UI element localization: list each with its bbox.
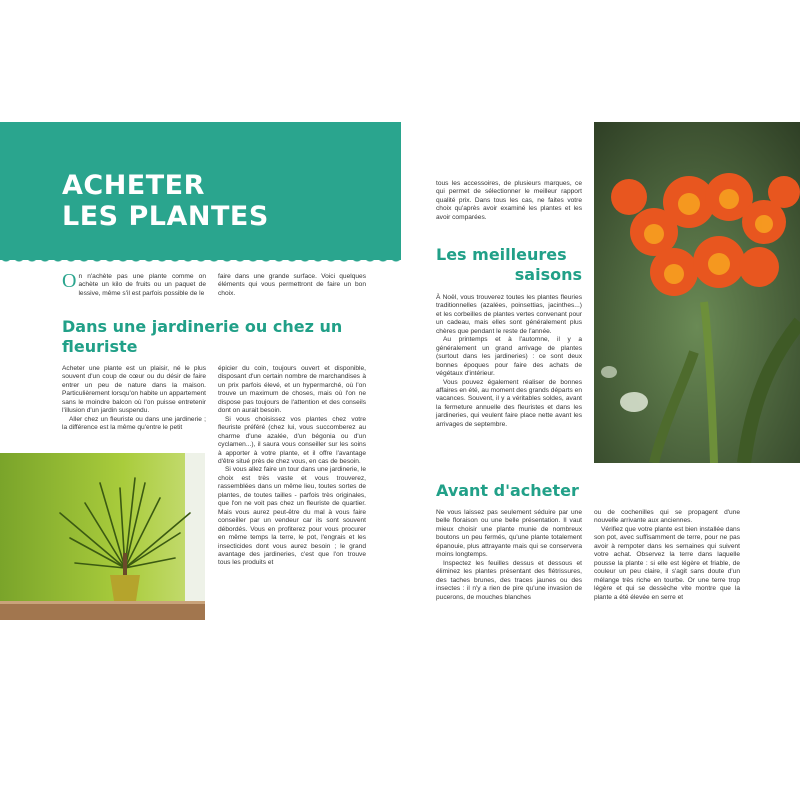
- section-heading-jardinerie: Dans une jardinerie ou chez un fleuriste: [62, 317, 343, 356]
- section1-column-2: [218, 365, 366, 568]
- paragraph: Acheter une plante est un plaisir, né le plus souvent d'un coup de cœur ou du désir de faire entrer un peu de nature dans la maison. Particulièrement lorsqu'on habite un appartement sans le moindre balcon où l'on puisse entretenir l'illusion d'un jardin suspendu.: [62, 365, 206, 415]
- section-heading-saisons: [436, 245, 582, 285]
- flower-photo: [594, 122, 800, 463]
- section2-column: [436, 294, 582, 429]
- paragraph: Au printemps et à l'automne, il y a généralement un grand arrivage de plantes (surtout dans les jardineries) : ce sont deux bonnes époques pour faire des achats de végétaux d'intérieur.: [436, 336, 582, 378]
- drop-cap: O: [62, 270, 77, 292]
- intro-column-1: [62, 270, 206, 298]
- paragraph: Aller chez un fleuriste ou dans une jardinerie ; la différence est la même qu'entre le petit: [62, 415, 206, 432]
- paragraph: Si vous choisissez vos plantes chez votre fleuriste préféré (chez lui, vous succomberez au charme d'une azalée, d'un bégonia ou d'un cyclamen...), il saura vous conseiller sur les soins à apporter à votre plante, et il offre l'avantage d'être situé près de chez vous, en cas de besoin.: [218, 415, 366, 465]
- page-title: [62, 170, 269, 232]
- intro-continued: faire dans une grande surface. Voici quelques éléments qui vous permettront de faire un bon choix.: [218, 273, 366, 297]
- paragraph: À Noël, vous trouverez toutes les plantes fleuries traditionnelles (azalées, poinsettias, jacinthes...) et les corbeilles de plantes vertes convenant pour un cadeau, mais elles sont généralement plus chères que pendant le reste de l'année.: [436, 294, 582, 335]
- title-line-2: LES PLANTES: [62, 201, 269, 232]
- paragraph: Si vous allez faire un tour dans une jardinerie, le choix est très vaste et vous trouverez, rassemblées dans un même lieu, toutes sortes de plantes, de toutes tailles - parfois très originales, que l'on ne voit pas chez un fleuriste de quartier. Mais vous aurez peut-être du mal à vous faire conseiller par un vendeur car ils sont souvent débordés. Vous en profiterez pour vous procurer en même temps la terre, le pot, l'engrais et les insecticides dont vous aurez besoin ; le grand avantage des jardineries, c'est que l'on trouve tous les produits et: [218, 466, 366, 567]
- heading-line-2: saisons: [514, 265, 582, 284]
- paragraph: Inspectez les feuilles dessus et dessous et éliminez les plantes présentant des flétrissures, des taches brunes, des traces jaunes ou des insectes : il n'y a rien de pire qu'une invasion de pucerons, de mouches blanches: [436, 559, 582, 601]
- paragraph: ou de cochenilles qui se propagent d'une nouvelle arrivante aux anciennes.: [594, 509, 740, 525]
- section-heading-avant-acheter: Avant d'acheter: [436, 481, 579, 500]
- section3-column-1: [436, 509, 582, 602]
- intro-column-2: [218, 273, 366, 298]
- section1-column-1: [62, 365, 206, 433]
- paragraph: épicier du coin, toujours ouvert et disponible, disposant d'un certain nombre de marchandises à un prix parfois élevé, et un hypermarché, où l'on trouve un maximum de choses, mais où l'on ne dispose pas toujours de l'attention et des conseils dont on aurait besoin.: [218, 365, 366, 415]
- heading-line-1: Les meilleures: [436, 245, 567, 264]
- section2-lead: [436, 180, 582, 222]
- paragraph: Vérifiez que votre plante est bien installée dans son pot, avec suffisamment de terre, pour ne pas avoir à rempoter dans les semaines qui suivent votre achat. Observez la terre dans laquelle pousse la plante : si elle est légère et friable, de couleur un peu claire, il s'agit sans doute d'un mélange très riche en tourbe. Or une terre trop légère et qui se dessèche vite montre que la plante a été élevée en serre et: [594, 525, 740, 601]
- paragraph: Ne vous laissez pas seulement séduire par une belle floraison ou une belle présentation. Il vaut mieux choisir une plante munie de nombreux boutons un peu fermés, qu'une plante totalement épanouie, plus attrayante mais qui se conservera moins longtemps.: [436, 509, 582, 559]
- paragraph: Vous pouvez également réaliser de bonnes affaires en été, au moment des grands départs en vacances. Souvent, il y a véritables soldes, avant la fermeture annuelle des fleuristes et dans les jardineries, qui veulent faire place nette avant les arrivages de septembre.: [436, 378, 582, 428]
- title-line-1: ACHETER: [62, 170, 205, 201]
- plant-photo: [0, 453, 205, 620]
- section3-column-2: [594, 509, 740, 602]
- intro-text: n n'achète pas une plante comme on achète un kilo de fruits ou un paquet de lessive, même s'il est parfois possible de le: [78, 273, 206, 297]
- paragraph: tous les accessoires, de plusieurs marques, ce qui permet de sélectionner le meilleur rapport qualité prix. Dans tous les cas, ne faites votre choix qu'après avoir examiné les plantes et les avoir comparées.: [436, 180, 582, 221]
